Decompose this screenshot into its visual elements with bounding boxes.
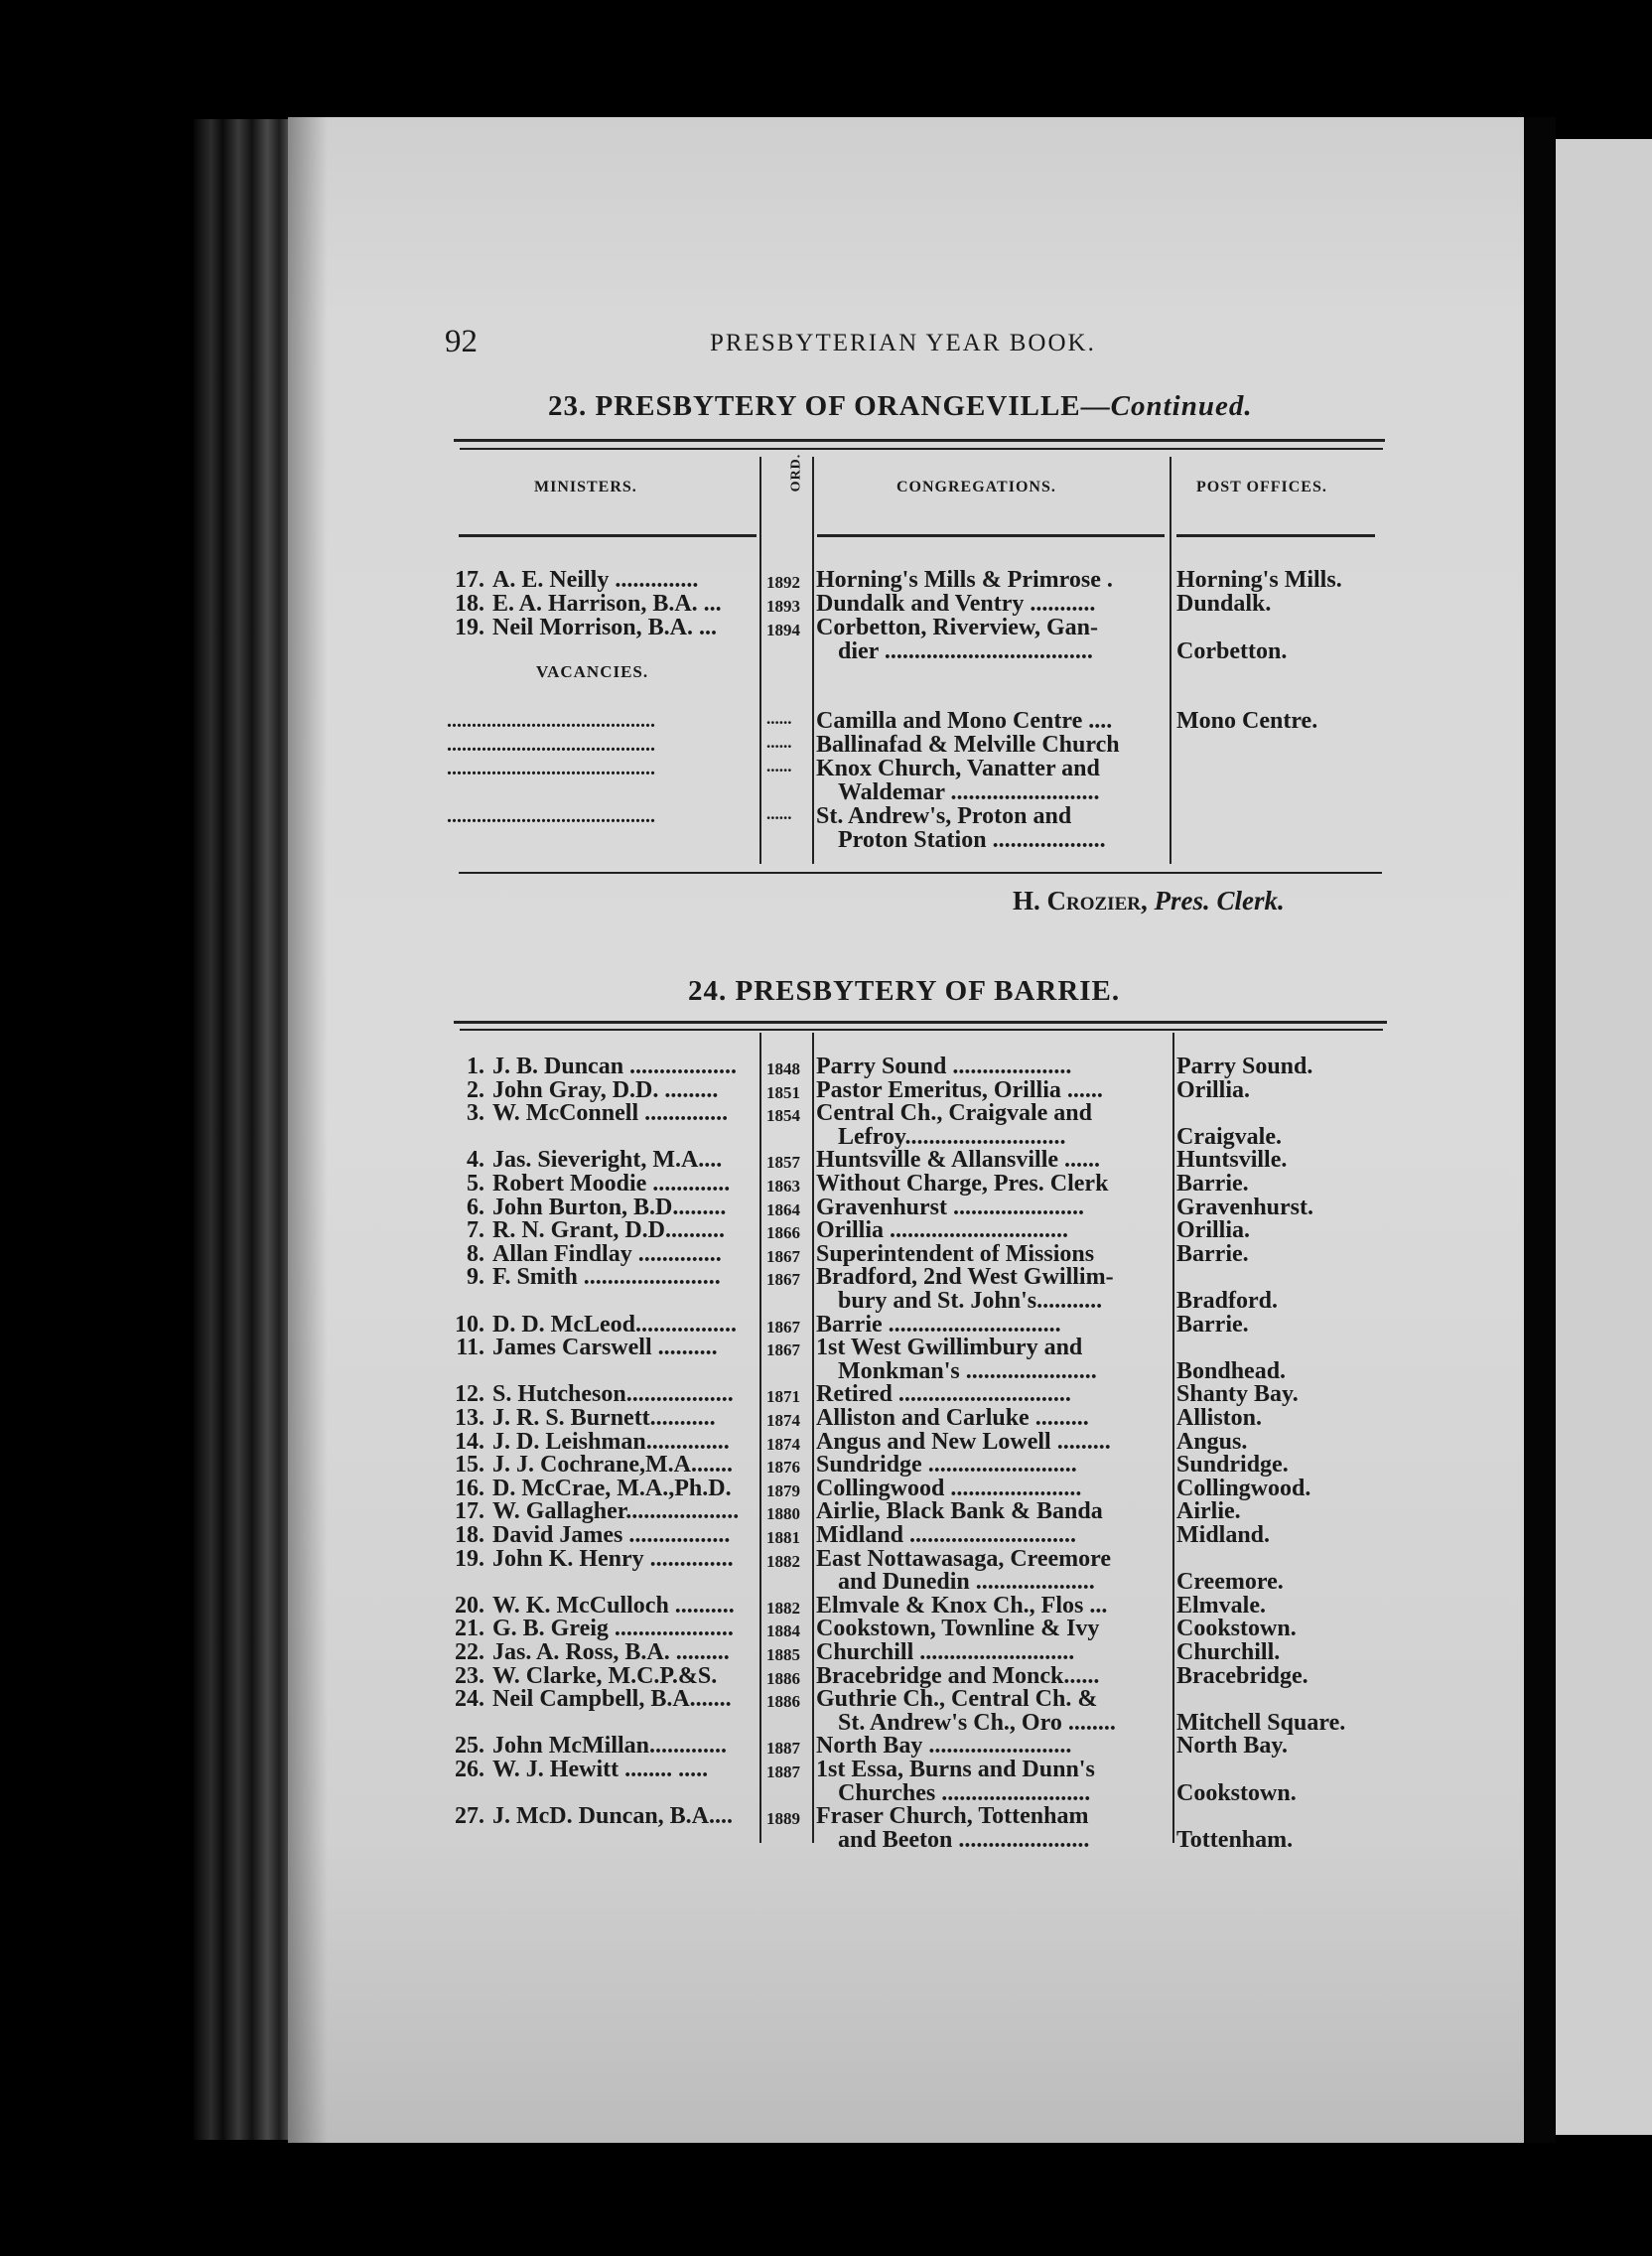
s24-row-post-office: Mitchell Square. bbox=[1176, 1710, 1346, 1736]
s24-row-minister-name: G. B. Greig .................... bbox=[492, 1617, 734, 1640]
s24-row-ord: 1866 bbox=[766, 1223, 800, 1242]
rule-section-24-top-thin bbox=[460, 1029, 1383, 1031]
header-ministers: MINISTERS. bbox=[534, 479, 637, 495]
s24-row-ord: 1885 bbox=[766, 1645, 800, 1664]
s24-row-minister-name: D. McCrae, M.A.,Ph.D. bbox=[492, 1477, 732, 1500]
s24-row-number: 6. bbox=[467, 1196, 484, 1219]
s24-row-post-office: Barrie. bbox=[1176, 1171, 1249, 1197]
s24-row-minister-name: Jas. A. Ross, B.A. ......... bbox=[492, 1640, 730, 1664]
header-post-offices: POST OFFICES. bbox=[1196, 479, 1327, 495]
s24-row-congregation: 1st Essa, Burns and Dunn's bbox=[816, 1758, 1095, 1781]
s24-row-post-office: Gravenhurst. bbox=[1176, 1195, 1313, 1220]
s24-row-ord: 1864 bbox=[766, 1200, 800, 1219]
s24-row-post-office: Craigvale. bbox=[1176, 1124, 1282, 1150]
s23-row-3-congregation: Corbetton, Riverview, Gan- bbox=[816, 616, 1098, 639]
s24-row-post-office: Cookstown. bbox=[1176, 1616, 1297, 1641]
s24-row-post-office: Creemore. bbox=[1176, 1569, 1284, 1595]
s24-row-number: 11. bbox=[456, 1336, 484, 1359]
presbytery-clerk bbox=[1013, 886, 1285, 916]
s24-row-ord: 1876 bbox=[766, 1458, 800, 1477]
s24-row-number: 27. bbox=[455, 1804, 484, 1828]
facing-page-edge bbox=[1556, 139, 1652, 2135]
s24-col-divider-1 bbox=[759, 1033, 761, 1843]
s24-row-ord: 1863 bbox=[766, 1177, 800, 1196]
page-gutter-shadow bbox=[288, 117, 328, 2143]
s24-row-minister bbox=[447, 1172, 757, 1196]
s24-row-minister-name: Jas. Sieveright, M.A.... bbox=[492, 1148, 723, 1172]
s24-row-ord: 1867 bbox=[766, 1318, 800, 1337]
s24-row-congregation: Sundridge ......................... bbox=[816, 1453, 1077, 1477]
s23-row-2-post-office: Dundalk. bbox=[1176, 591, 1272, 617]
s24-row-minister bbox=[447, 1055, 757, 1078]
clerk-name: H. Crozier, bbox=[1013, 886, 1148, 916]
vacancy-3-congregation: Knox Church, Vanatter and bbox=[816, 757, 1100, 780]
rule-top bbox=[454, 439, 1385, 442]
s24-row-number: 13. bbox=[455, 1406, 484, 1430]
s24-row-minister-name: J. R. S. Burnett........... bbox=[492, 1406, 716, 1430]
s24-row-ord: 1867 bbox=[766, 1270, 800, 1289]
section-23-title-continued: Continued. bbox=[1110, 390, 1253, 422]
s24-row-minister-name: W. Clarke, M.C.P.&S. bbox=[492, 1664, 718, 1688]
s24-row-congregation: bury and St. John's........... bbox=[838, 1289, 1103, 1313]
s24-row-ord: 1848 bbox=[766, 1059, 800, 1078]
s24-row-post-office: Orillia. bbox=[1176, 1217, 1250, 1243]
s24-row-number: 18. bbox=[455, 1523, 484, 1547]
s24-row-ord: 1887 bbox=[766, 1762, 800, 1781]
s24-row-congregation: Without Charge, Pres. Clerk bbox=[816, 1172, 1109, 1196]
s24-row-minister-name: John Burton, B.D......... bbox=[492, 1196, 727, 1219]
s24-row-post-office: Cookstown. bbox=[1176, 1780, 1297, 1806]
s24-row-ord: 1867 bbox=[766, 1247, 800, 1266]
s24-row-minister bbox=[447, 1242, 757, 1266]
s24-row-ord: 1881 bbox=[766, 1528, 800, 1547]
s24-row-number: 2. bbox=[467, 1078, 484, 1102]
s24-row-ord: 1874 bbox=[766, 1435, 800, 1454]
s24-row-post-office: Churchill. bbox=[1176, 1639, 1281, 1665]
s24-row-number: 22. bbox=[455, 1640, 484, 1664]
vacancy-1-ord: ...... bbox=[766, 709, 792, 728]
s24-row-minister-name: Robert Moodie ............. bbox=[492, 1172, 731, 1196]
s24-row-ord: 1889 bbox=[766, 1809, 800, 1828]
s24-row-number: 7. bbox=[467, 1218, 484, 1242]
s24-row-minister bbox=[447, 1547, 757, 1571]
s24-row-minister bbox=[447, 1101, 757, 1125]
s24-row-congregation: Retired ............................. bbox=[816, 1382, 1071, 1406]
s24-row-number: 25. bbox=[455, 1734, 484, 1758]
s24-row-congregation: Cookstown, Townline & Ivy bbox=[816, 1617, 1100, 1640]
section-23-title bbox=[548, 390, 1253, 423]
s24-row-minister bbox=[447, 1406, 757, 1430]
s24-row-post-office: Tottenham. bbox=[1176, 1827, 1294, 1853]
s24-row-number: 14. bbox=[455, 1430, 484, 1454]
s24-row-minister-name: John McMillan............. bbox=[492, 1734, 728, 1758]
s24-row-minister-name: F. Smith ....................... bbox=[492, 1265, 721, 1289]
s24-row-ord: 1867 bbox=[766, 1340, 800, 1359]
s24-row-congregation: Lefroy........................... bbox=[838, 1125, 1066, 1149]
s24-row-number: 9. bbox=[467, 1265, 484, 1289]
s24-row-number: 10. bbox=[455, 1313, 484, 1337]
s24-row-congregation: Parry Sound .................... bbox=[816, 1055, 1072, 1078]
s24-row-congregation: Huntsville & Allansville ...... bbox=[816, 1148, 1101, 1172]
s24-row-minister bbox=[447, 1218, 757, 1242]
s24-row-minister-name: James Carswell .......... bbox=[492, 1336, 718, 1359]
s24-row-minister bbox=[447, 1758, 757, 1781]
s24-row-ord: 1880 bbox=[766, 1504, 800, 1523]
s24-row-congregation: East Nottawasaga, Creemore bbox=[816, 1547, 1112, 1571]
s24-row-number: 21. bbox=[455, 1617, 484, 1640]
s24-row-post-office: North Bay. bbox=[1176, 1733, 1289, 1759]
s23-row-2-minister: 18. E. A. Harrison, B.A. ... bbox=[455, 592, 722, 616]
s24-row-congregation: Barrie ............................. bbox=[816, 1313, 1061, 1337]
s24-row-congregation: and Beeton ...................... bbox=[838, 1828, 1090, 1852]
header-underline-post bbox=[1176, 534, 1375, 537]
s24-row-minister-name: D. D. McLeod................. bbox=[492, 1313, 737, 1337]
s24-row-congregation: Angus and New Lowell ......... bbox=[816, 1430, 1111, 1454]
vacancy-2-congregation: Ballinafad & Melville Church bbox=[816, 733, 1120, 757]
header-underline-congregations bbox=[817, 534, 1165, 537]
vacancy-3-minister: .......................................... bbox=[447, 758, 655, 779]
s24-row-number: 17. bbox=[455, 1499, 484, 1523]
s24-row-ord: 1871 bbox=[766, 1387, 800, 1406]
s24-row-minister bbox=[447, 1499, 757, 1523]
s24-row-minister-name: W. McConnell .............. bbox=[492, 1101, 729, 1125]
s24-row-congregation: Airlie, Black Bank & Banda bbox=[816, 1499, 1103, 1523]
s24-row-post-office: Sundridge. bbox=[1176, 1452, 1289, 1478]
s24-row-minister bbox=[447, 1617, 757, 1640]
s24-row-minister bbox=[447, 1640, 757, 1664]
s24-row-number: 12. bbox=[455, 1382, 484, 1406]
s24-row-post-office: Barrie. bbox=[1176, 1312, 1249, 1338]
s24-row-minister-name: J. J. Cochrane,M.A....... bbox=[492, 1453, 733, 1477]
s24-row-minister-name: J. McD. Duncan, B.A.... bbox=[492, 1804, 734, 1828]
s24-row-number: 1. bbox=[467, 1055, 484, 1078]
s24-row-post-office: Midland. bbox=[1176, 1522, 1271, 1548]
s24-row-post-office: Collingwood. bbox=[1176, 1476, 1311, 1501]
s24-row-post-office: Airlie. bbox=[1176, 1498, 1241, 1524]
s23-row-1-post-office: Horning's Mills. bbox=[1176, 567, 1342, 593]
s24-row-post-office: Elmvale. bbox=[1176, 1593, 1266, 1619]
s23-row-2-congregation: Dundalk and Ventry ........... bbox=[816, 592, 1096, 616]
s24-row-post-office: Orillia. bbox=[1176, 1077, 1250, 1103]
s24-row-minister-name: W. Gallagher................... bbox=[492, 1499, 740, 1523]
s24-row-post-office: Parry Sound. bbox=[1176, 1054, 1313, 1079]
vacancy-4-minister: .......................................... bbox=[447, 805, 655, 827]
s24-row-minister-name: David James ................. bbox=[492, 1523, 731, 1547]
s24-row-minister-name: Allan Findlay .............. bbox=[492, 1242, 722, 1266]
clerk-title: Pres. Clerk. bbox=[1154, 886, 1285, 916]
vacancy-3-ord: ...... bbox=[766, 757, 792, 776]
s24-row-post-office: Bradford. bbox=[1176, 1288, 1278, 1314]
s23-row-3b-post-office: Corbetton. bbox=[1176, 638, 1288, 664]
s24-row-number: 8. bbox=[467, 1242, 484, 1266]
s24-row-minister bbox=[447, 1430, 757, 1454]
s24-row-number: 16. bbox=[455, 1477, 484, 1500]
s24-row-minister-name: R. N. Grant, D.D.......... bbox=[492, 1218, 725, 1242]
s24-row-post-office: Shanty Bay. bbox=[1176, 1381, 1299, 1407]
s24-row-congregation: 1st West Gwillimbury and bbox=[816, 1336, 1083, 1359]
s24-row-number: 15. bbox=[455, 1453, 484, 1477]
vacancy-4-ord: ...... bbox=[766, 804, 792, 823]
book-spine-edge bbox=[194, 119, 291, 2140]
running-head: PRESBYTERIAN YEAR BOOK. bbox=[710, 330, 1096, 356]
s24-row-minister bbox=[447, 1078, 757, 1102]
s24-row-number: 3. bbox=[467, 1101, 484, 1125]
s24-row-number: 5. bbox=[467, 1172, 484, 1196]
s24-row-minister bbox=[447, 1664, 757, 1688]
rule-section-23-bottom bbox=[459, 872, 1382, 874]
col-divider-1 bbox=[759, 457, 761, 864]
s24-row-congregation: Bracebridge and Monck...... bbox=[816, 1664, 1100, 1688]
s24-row-ord: 1879 bbox=[766, 1481, 800, 1500]
header-congregations: CONGREGATIONS. bbox=[896, 479, 1056, 495]
s24-row-minister bbox=[447, 1453, 757, 1477]
s24-row-ord: 1882 bbox=[766, 1599, 800, 1618]
s23-row-3-ord: 1894 bbox=[766, 621, 800, 639]
s24-row-minister bbox=[447, 1196, 757, 1219]
s24-row-congregation: Gravenhurst ...................... bbox=[816, 1196, 1084, 1219]
s24-row-post-office: Angus. bbox=[1176, 1429, 1248, 1455]
s24-row-congregation: St. Andrew's Ch., Oro ........ bbox=[838, 1711, 1116, 1735]
s24-row-congregation: Alliston and Carluke ......... bbox=[816, 1406, 1089, 1430]
s24-row-congregation: Pastor Emeritus, Orillia ...... bbox=[816, 1078, 1103, 1102]
s24-row-post-office: Barrie. bbox=[1176, 1241, 1249, 1267]
s24-row-number: 26. bbox=[455, 1758, 484, 1781]
s23-row-1-ord: 1892 bbox=[766, 573, 800, 592]
s23-row-1-congregation: Horning's Mills & Primrose . bbox=[816, 568, 1113, 592]
s24-row-congregation: North Bay ........................ bbox=[816, 1734, 1072, 1758]
vacancies-label: VACANCIES. bbox=[536, 662, 649, 681]
s24-row-minister-name: W. K. McCulloch .......... bbox=[492, 1594, 735, 1618]
vacancy-2-minister: .......................................... bbox=[447, 734, 655, 756]
s24-row-ord: 1882 bbox=[766, 1552, 800, 1571]
s24-row-number: 24. bbox=[455, 1687, 484, 1711]
vacancy-1-minister: .......................................... bbox=[447, 710, 655, 732]
s24-row-minister bbox=[447, 1594, 757, 1618]
s24-row-congregation: Guthrie Ch., Central Ch. & bbox=[816, 1687, 1098, 1711]
vacancy-1-congregation: Camilla and Mono Centre .... bbox=[816, 709, 1113, 733]
s24-row-minister-name: S. Hutcheson.................. bbox=[492, 1382, 734, 1406]
s24-row-congregation: Central Ch., Craigvale and bbox=[816, 1101, 1092, 1125]
s24-row-ord: 1851 bbox=[766, 1083, 800, 1102]
s24-row-congregation: Midland ............................ bbox=[816, 1523, 1077, 1547]
s24-row-minister bbox=[447, 1523, 757, 1547]
vacancy-1-post-office: Mono Centre. bbox=[1176, 708, 1318, 734]
s24-row-minister bbox=[447, 1804, 757, 1828]
s24-row-ord: 1874 bbox=[766, 1411, 800, 1430]
s24-row-post-office: Huntsville. bbox=[1176, 1147, 1288, 1173]
section-23-title-main: 23. PRESBYTERY OF ORANGEVILLE— bbox=[548, 390, 1111, 422]
s24-row-minister bbox=[447, 1265, 757, 1289]
s24-row-ord: 1886 bbox=[766, 1692, 800, 1711]
s24-row-congregation: Fraser Church, Tottenham bbox=[816, 1804, 1089, 1828]
s23-row-3-minister: 19. Neil Morrison, B.A. ... bbox=[455, 616, 717, 639]
s24-row-number: 23. bbox=[455, 1664, 484, 1688]
s24-row-minister bbox=[447, 1336, 757, 1359]
vacancy-3b-congregation: Waldemar ......................... bbox=[838, 780, 1100, 804]
s24-row-post-office: Bracebridge. bbox=[1176, 1663, 1308, 1689]
s23-row-1-minister: 17. A. E. Neilly .............. bbox=[455, 568, 699, 592]
vacancy-2-ord: ...... bbox=[766, 733, 792, 752]
s23-row-2-ord: 1893 bbox=[766, 597, 800, 616]
s24-row-post-office: Bondhead. bbox=[1176, 1358, 1287, 1384]
s23-row-3b-congregation: dier ................................... bbox=[838, 639, 1093, 663]
s24-row-congregation: Elmvale & Knox Ch., Flos ... bbox=[816, 1594, 1108, 1618]
s24-row-ord: 1887 bbox=[766, 1739, 800, 1758]
s24-row-congregation: and Dunedin .................... bbox=[838, 1570, 1095, 1594]
s24-row-minister-name: J. D. Leishman.............. bbox=[492, 1430, 730, 1454]
s24-row-minister-name: John K. Henry .............. bbox=[492, 1547, 734, 1571]
s24-row-ord: 1884 bbox=[766, 1622, 800, 1640]
s24-row-number: 19. bbox=[455, 1547, 484, 1571]
s24-row-congregation: Bradford, 2nd West Gwillim- bbox=[816, 1265, 1114, 1289]
vacancy-4b-congregation: Proton Station ................... bbox=[838, 828, 1106, 852]
s24-row-minister-name: Neil Campbell, B.A....... bbox=[492, 1687, 732, 1711]
s24-row-congregation: Superintendent of Missions bbox=[816, 1242, 1095, 1266]
page-divider bbox=[1524, 117, 1556, 2143]
s24-row-congregation: Monkman's ...................... bbox=[838, 1359, 1097, 1383]
s24-row-minister bbox=[447, 1382, 757, 1406]
s24-row-minister-name: W. J. Hewitt ........ ..... bbox=[492, 1758, 709, 1781]
header-underline-ministers bbox=[459, 534, 757, 537]
rule-section-24-top bbox=[454, 1021, 1387, 1024]
vacancy-4-congregation: St. Andrew's, Proton and bbox=[816, 804, 1072, 828]
s24-row-number: 4. bbox=[467, 1148, 484, 1172]
s24-row-minister bbox=[447, 1734, 757, 1758]
s24-row-ord: 1886 bbox=[766, 1669, 800, 1688]
s24-row-congregation: Collingwood ...................... bbox=[816, 1477, 1082, 1500]
s24-row-congregation: Churches ......................... bbox=[838, 1781, 1091, 1805]
page-number: 92 bbox=[445, 324, 478, 359]
rule-top-thin bbox=[460, 448, 1383, 450]
s24-row-ord: 1854 bbox=[766, 1106, 800, 1125]
s24-row-minister bbox=[447, 1148, 757, 1172]
section-24-title: 24. PRESBYTERY OF BARRIE. bbox=[688, 975, 1121, 1007]
s24-row-minister-name: J. B. Duncan .................. bbox=[492, 1055, 738, 1078]
s24-row-minister bbox=[447, 1477, 757, 1500]
s24-row-minister bbox=[447, 1687, 757, 1711]
s24-row-minister-name: John Gray, D.D. ......... bbox=[492, 1078, 719, 1102]
s24-row-congregation: Orillia .............................. bbox=[816, 1218, 1068, 1242]
s24-row-minister bbox=[447, 1313, 757, 1337]
s24-row-post-office: Alliston. bbox=[1176, 1405, 1263, 1431]
header-ord: ORD. bbox=[788, 453, 804, 493]
s24-row-number: 20. bbox=[455, 1594, 484, 1618]
s24-row-ord: 1857 bbox=[766, 1153, 800, 1172]
s24-row-congregation: Churchill .......................... bbox=[816, 1640, 1075, 1664]
